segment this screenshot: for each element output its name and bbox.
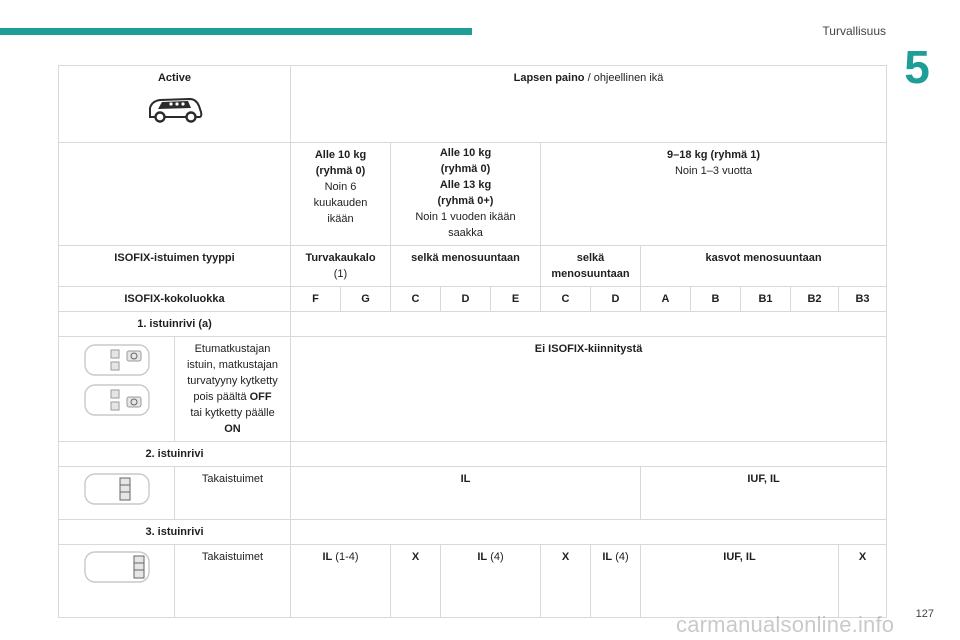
airbag-off-label: OFF <box>249 391 272 403</box>
active-label: Active <box>157 72 192 84</box>
group0plus-name-2: (ryhmä 0+) <box>437 195 494 207</box>
class-cell: G <box>341 287 391 312</box>
front-seat-description <box>175 337 291 442</box>
group0-age-3: ikään <box>327 213 354 225</box>
seat-desc-line: Etumatkustajan <box>194 343 271 355</box>
group0plus-weight-2: Alle 13 kg <box>439 179 492 191</box>
carrycot-cell <box>291 246 391 287</box>
class-cell: C <box>541 287 591 312</box>
forward-facing-cell: kasvot menosuuntaan <box>641 246 887 287</box>
row3-note: (1-4) <box>332 551 359 563</box>
second-row-diagram-icon <box>59 467 175 520</box>
second-row-seat-label: Takaistuimet <box>175 467 291 520</box>
row2-il: IL <box>291 467 641 520</box>
group0-weight: Alle 10 kg <box>314 149 367 161</box>
seat-desc-line: pois päältä <box>193 391 250 403</box>
row1-title: 1. istuinrivi (a) <box>59 312 291 337</box>
empty-cell <box>291 520 887 545</box>
van-with-children-icon <box>62 94 287 129</box>
group1-weight: 9–18 kg (ryhmä 1) <box>667 149 760 161</box>
row3-cell <box>441 545 541 618</box>
isofix-type-label: ISOFIX-istuimen tyyppi <box>59 246 291 287</box>
group0plus-age-1: Noin 1 vuoden ikään <box>415 211 516 223</box>
watermark: carmanualsonline.info <box>676 612 895 637</box>
empty-cell <box>59 143 291 246</box>
isofix-table <box>58 65 887 618</box>
group0plus-weight-1: Alle 10 kg <box>439 147 492 159</box>
empty-cell <box>291 442 887 467</box>
row3-note: (4) <box>612 551 629 563</box>
carrycot-label: Turvakaukalo <box>305 252 376 264</box>
rear-facing-cell: selkä menosuuntaan <box>391 246 541 287</box>
group0-cell <box>291 143 391 246</box>
group0-age-1: Noin 6 <box>324 181 357 193</box>
row3-cell: X <box>541 545 591 618</box>
class-cell: B1 <box>741 287 791 312</box>
isofix-class-label: ISOFIX-kokoluokka <box>59 287 291 312</box>
front-seat-diagram-icon <box>59 337 175 442</box>
group0plus-age-2: saakka <box>448 227 483 239</box>
class-cell: B3 <box>839 287 887 312</box>
section-title: Turvallisuus <box>822 24 886 38</box>
row3-cell: X <box>391 545 441 618</box>
row3-cell: IUF, IL <box>641 545 839 618</box>
class-cell: C <box>391 287 441 312</box>
header-accent-bar <box>0 28 472 35</box>
seat-desc-line: tai kytketty päälle <box>190 407 275 419</box>
active-header-cell <box>59 66 291 143</box>
row3-value: IL <box>322 551 333 563</box>
row3-cell <box>591 545 641 618</box>
row3-title: 3. istuinrivi <box>59 520 291 545</box>
row3-cell: X <box>839 545 887 618</box>
group0plus-cell <box>391 143 541 246</box>
row3-cell <box>291 545 391 618</box>
class-cell: B2 <box>791 287 839 312</box>
rear-facing-cell-2: selkä menosuuntaan <box>541 246 641 287</box>
row3-note: (4) <box>487 551 504 563</box>
class-cell: A <box>641 287 691 312</box>
group0-age-2: kuukauden <box>313 197 368 209</box>
airbag-on-label: ON <box>224 423 241 435</box>
group1-cell <box>541 143 887 246</box>
class-cell: D <box>441 287 491 312</box>
class-cell: B <box>691 287 741 312</box>
seat-desc-line: turvatyyny kytketty <box>187 375 278 387</box>
third-row-seat-label: Takaistuimet <box>175 545 291 618</box>
third-row-diagram-icon <box>59 545 175 618</box>
child-weight-header <box>291 66 887 143</box>
page-number: 127 <box>915 608 934 620</box>
seat-desc-line: istuin, matkustajan <box>186 359 279 371</box>
chapter-number: 5 <box>904 41 930 93</box>
group0-name: (ryhmä 0) <box>315 165 366 177</box>
child-weight-label: Lapsen paino <box>513 72 585 84</box>
class-cell: D <box>591 287 641 312</box>
row3-value: IL <box>477 551 488 563</box>
child-age-label: / ohjeellinen ikä <box>584 72 664 84</box>
group1-age: Noin 1–3 vuotta <box>674 165 753 177</box>
class-cell: F <box>291 287 341 312</box>
empty-cell <box>291 312 887 337</box>
row3-value: IL <box>602 551 613 563</box>
class-cell: E <box>491 287 541 312</box>
row2-title: 2. istuinrivi <box>59 442 291 467</box>
row2-iuf-il: IUF, IL <box>641 467 887 520</box>
carrycot-note: (1) <box>333 268 348 280</box>
group0plus-name-1: (ryhmä 0) <box>440 163 491 175</box>
row1-result: Ei ISOFIX-kiinnitystä <box>291 337 887 442</box>
